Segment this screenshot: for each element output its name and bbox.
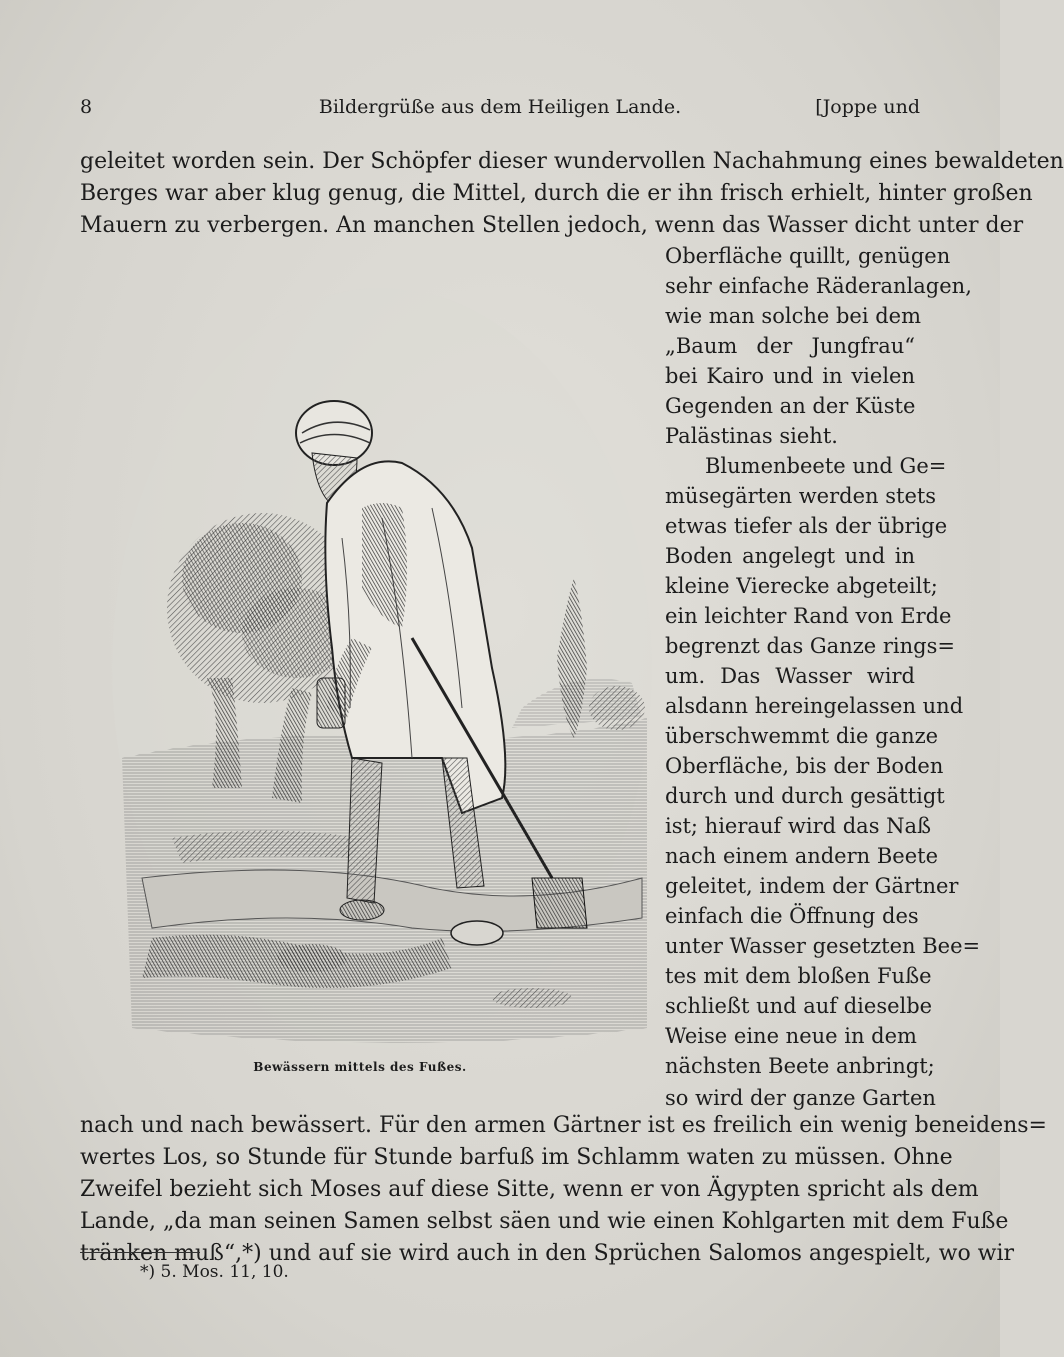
text-line: tränken muß“,*) und auf sie wird auch in den Sprüchen Salomos angespielt, wo wir: [80, 1241, 1015, 1266]
text-line: Mauern zu verbergen. An manchen Stellen jedoch, wenn das Wasser dicht unter der: [80, 213, 1024, 238]
text-line: geleitet worden sein. Der Schöpfer dieser wundervollen Nachahmung eines bewaldeten: [80, 149, 1064, 174]
text-line: müsegärten werden stets: [665, 484, 937, 508]
running-head-right: [Joppe und: [815, 96, 920, 118]
footnote-rule: [80, 1252, 200, 1253]
text-line: begrenzt das Ganze rings=: [665, 634, 955, 658]
text-line: Berges war aber klug genug, die Mittel, durch die er ihn frisch erhielt, hinter großen: [80, 181, 1033, 206]
text-line: unter Wasser gesetzten Bee=: [665, 934, 981, 958]
text-line: so wird der ganze Garten: [665, 1086, 936, 1110]
text-line: kleine Vierecke abgeteilt;: [665, 574, 938, 598]
text-line: durch und durch gesättigt: [665, 784, 945, 808]
text-line: Weise eine neue in dem: [665, 1024, 917, 1048]
running-title: Bildergrüße aus dem Heiligen Lande.: [318, 96, 682, 118]
text-line: nächsten Beete anbringt;: [665, 1054, 935, 1078]
text-line: geleitet, indem der Gärtner: [665, 874, 959, 898]
page-number: 8: [80, 96, 93, 118]
text-line: ein leichter Rand von Erde: [665, 604, 952, 628]
text-line: nach und nach bewässert. Für den armen Gärtner ist es freilich ein wenig beneidens=: [80, 1113, 1047, 1138]
text-line: um. Das Wasser wird: [665, 664, 915, 688]
text-line: Boden angelegt und in: [665, 544, 915, 568]
text-line: Palästinas sieht.: [665, 424, 838, 448]
footnote: *) 5. Mos. 11, 10.: [140, 1262, 289, 1282]
text-line: bei Kairo und in vielen: [665, 364, 915, 388]
text-line: etwas tiefer als der übrige: [665, 514, 948, 538]
text-line: überschwemmt die ganze: [665, 724, 939, 748]
text-line: sehr einfache Räderanlagen,: [665, 274, 972, 298]
text-line: Oberfläche quillt, genügen: [665, 244, 951, 268]
text-line: Blumenbeete und Ge=: [705, 454, 947, 478]
text-line: nach einem andern Beete: [665, 844, 938, 868]
text-line: Lande, „da man seinen Samen selbst säen und wie einen Kohlgarten mit dem Fuße: [80, 1209, 1009, 1234]
text-line: „Baum der Jungfrau“: [665, 334, 915, 358]
text-line: schließt und auf dieselbe: [665, 994, 933, 1018]
text-line: wie man solche bei dem: [665, 304, 921, 328]
text-line: wertes Los, so Stunde für Stunde barfuß im Schlamm waten zu müssen. Ohne: [80, 1145, 953, 1170]
text-line: Gegenden an der Küste: [665, 394, 916, 418]
text-line: Oberfläche, bis der Boden: [665, 754, 944, 778]
text-line: einfach die Öffnung des: [665, 904, 919, 928]
text-line: alsdann hereingelassen und: [665, 694, 964, 718]
text-line: Zweifel bezieht sich Moses auf diese Sitte, wenn er von Ägypten spricht als dem: [80, 1177, 979, 1202]
text-line: ist; hierauf wird das Naß: [665, 814, 932, 838]
figure-caption: Bewässern mittels des Fußes.: [253, 1060, 467, 1074]
text-line: tes mit dem bloßen Fuße: [665, 964, 932, 988]
running-head: [80, 96, 920, 126]
engraving-illustration: [112, 238, 652, 1053]
